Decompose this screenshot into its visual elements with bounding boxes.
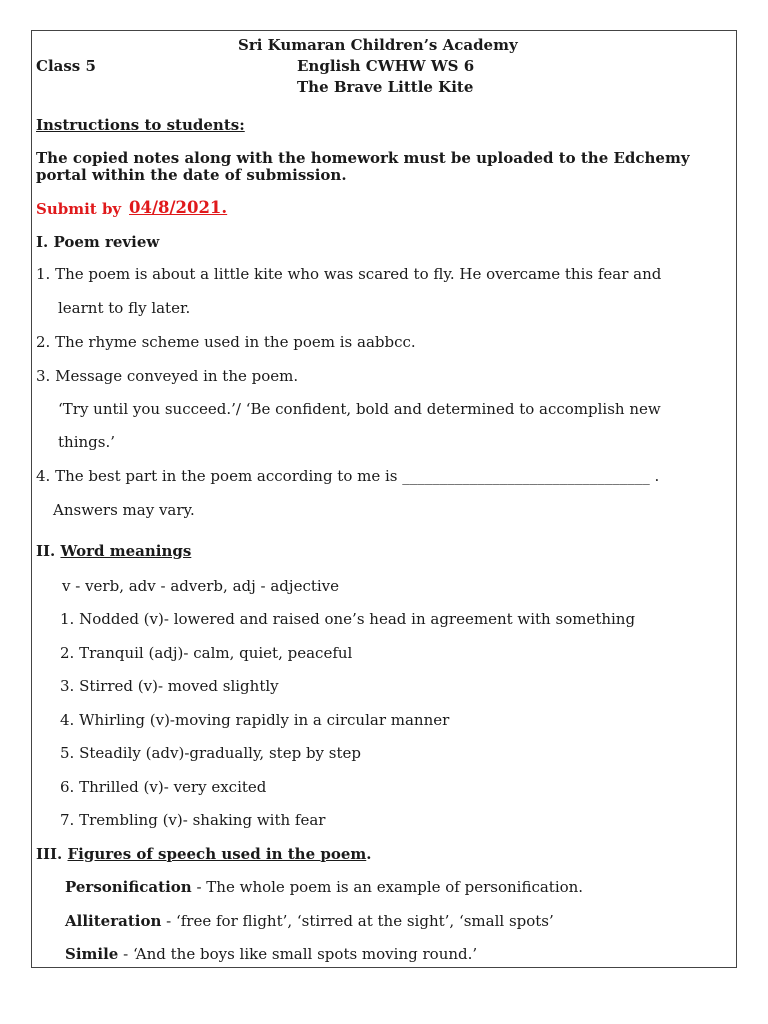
word-meaning-item: 6. Thrilled (v)- very excited [60,778,267,796]
submit-date: 04/8/2021. [129,198,228,217]
figures-heading [36,845,372,863]
figures-title: Figures of speech used in the poem [67,845,367,863]
word-meanings-prefix: II. [36,542,61,560]
poem-review-heading: I. Poem review [36,233,160,251]
word-meaning-item: 5. Steadily (adv)-gradually, step by step [60,744,361,762]
instructions-heading: Instructions to students: [36,116,245,134]
poem-review-line: 1. The poem is about a little kite who was scared to fly. He overcame this fear and [36,265,662,283]
subject-label: English CWHW WS 6 [297,57,475,75]
figures-prefix: III. [36,845,68,863]
figure-term: Personification [65,878,192,896]
poem-review-line: learnt to fly later. [58,299,191,317]
word-meaning-item: 2. Tranquil (adj)- calm, quiet, peaceful [60,644,353,662]
figure-item-personification [65,878,583,896]
poem-review-line: ‘Try until you succeed.’/ ‘Be confident, bold and determined to accomplish new [58,400,661,418]
instructions-line-2: portal within the date of submission. [36,166,347,184]
word-meanings-heading [36,542,191,560]
poem-review-line: Answers may vary. [53,501,195,519]
figure-description: - ‘And the boys like small spots moving round.’ [118,945,478,963]
word-meanings-legend: v - verb, adv - adverb, adj - adjective [62,577,340,595]
word-meanings-title: Word meanings [60,542,192,560]
school-name: Sri Kumaran Children’s Academy [238,36,518,54]
figure-description: - The whole poem is an example of personification. [191,878,584,896]
word-meaning-item: 3. Stirred (v)- moved slightly [60,677,279,695]
submit-label: Submit by [36,200,122,218]
poem-review-line: 4. The best part in the poem according to me is _________________________________ . [36,467,660,485]
figures-suffix: . [366,845,372,863]
figure-term: Simile [65,945,119,963]
poem-review-line: things.’ [58,433,115,451]
figure-description: - ‘free for flight’, ‘stirred at the sight’, ‘small spots’ [161,912,554,930]
figure-term: Alliteration [65,912,162,930]
instructions-line-1: The copied notes along with the homework must be uploaded to the Edchemy [36,149,690,167]
worksheet-title: The Brave Little Kite [297,78,474,96]
poem-review-line: 2. The rhyme scheme used in the poem is aabbcc. [36,333,416,351]
figure-item-alliteration [65,912,554,930]
word-meaning-item: 7. Trembling (v)- shaking with fear [60,811,326,829]
figure-item-simile [65,945,477,963]
poem-review-line: 3. Message conveyed in the poem. [36,367,299,385]
word-meaning-item: 4. Whirling (v)-moving rapidly in a circular manner [60,711,450,729]
word-meaning-item: 1. Nodded (v)- lowered and raised one’s head in agreement with something [60,610,636,628]
class-label: Class 5 [36,57,96,75]
